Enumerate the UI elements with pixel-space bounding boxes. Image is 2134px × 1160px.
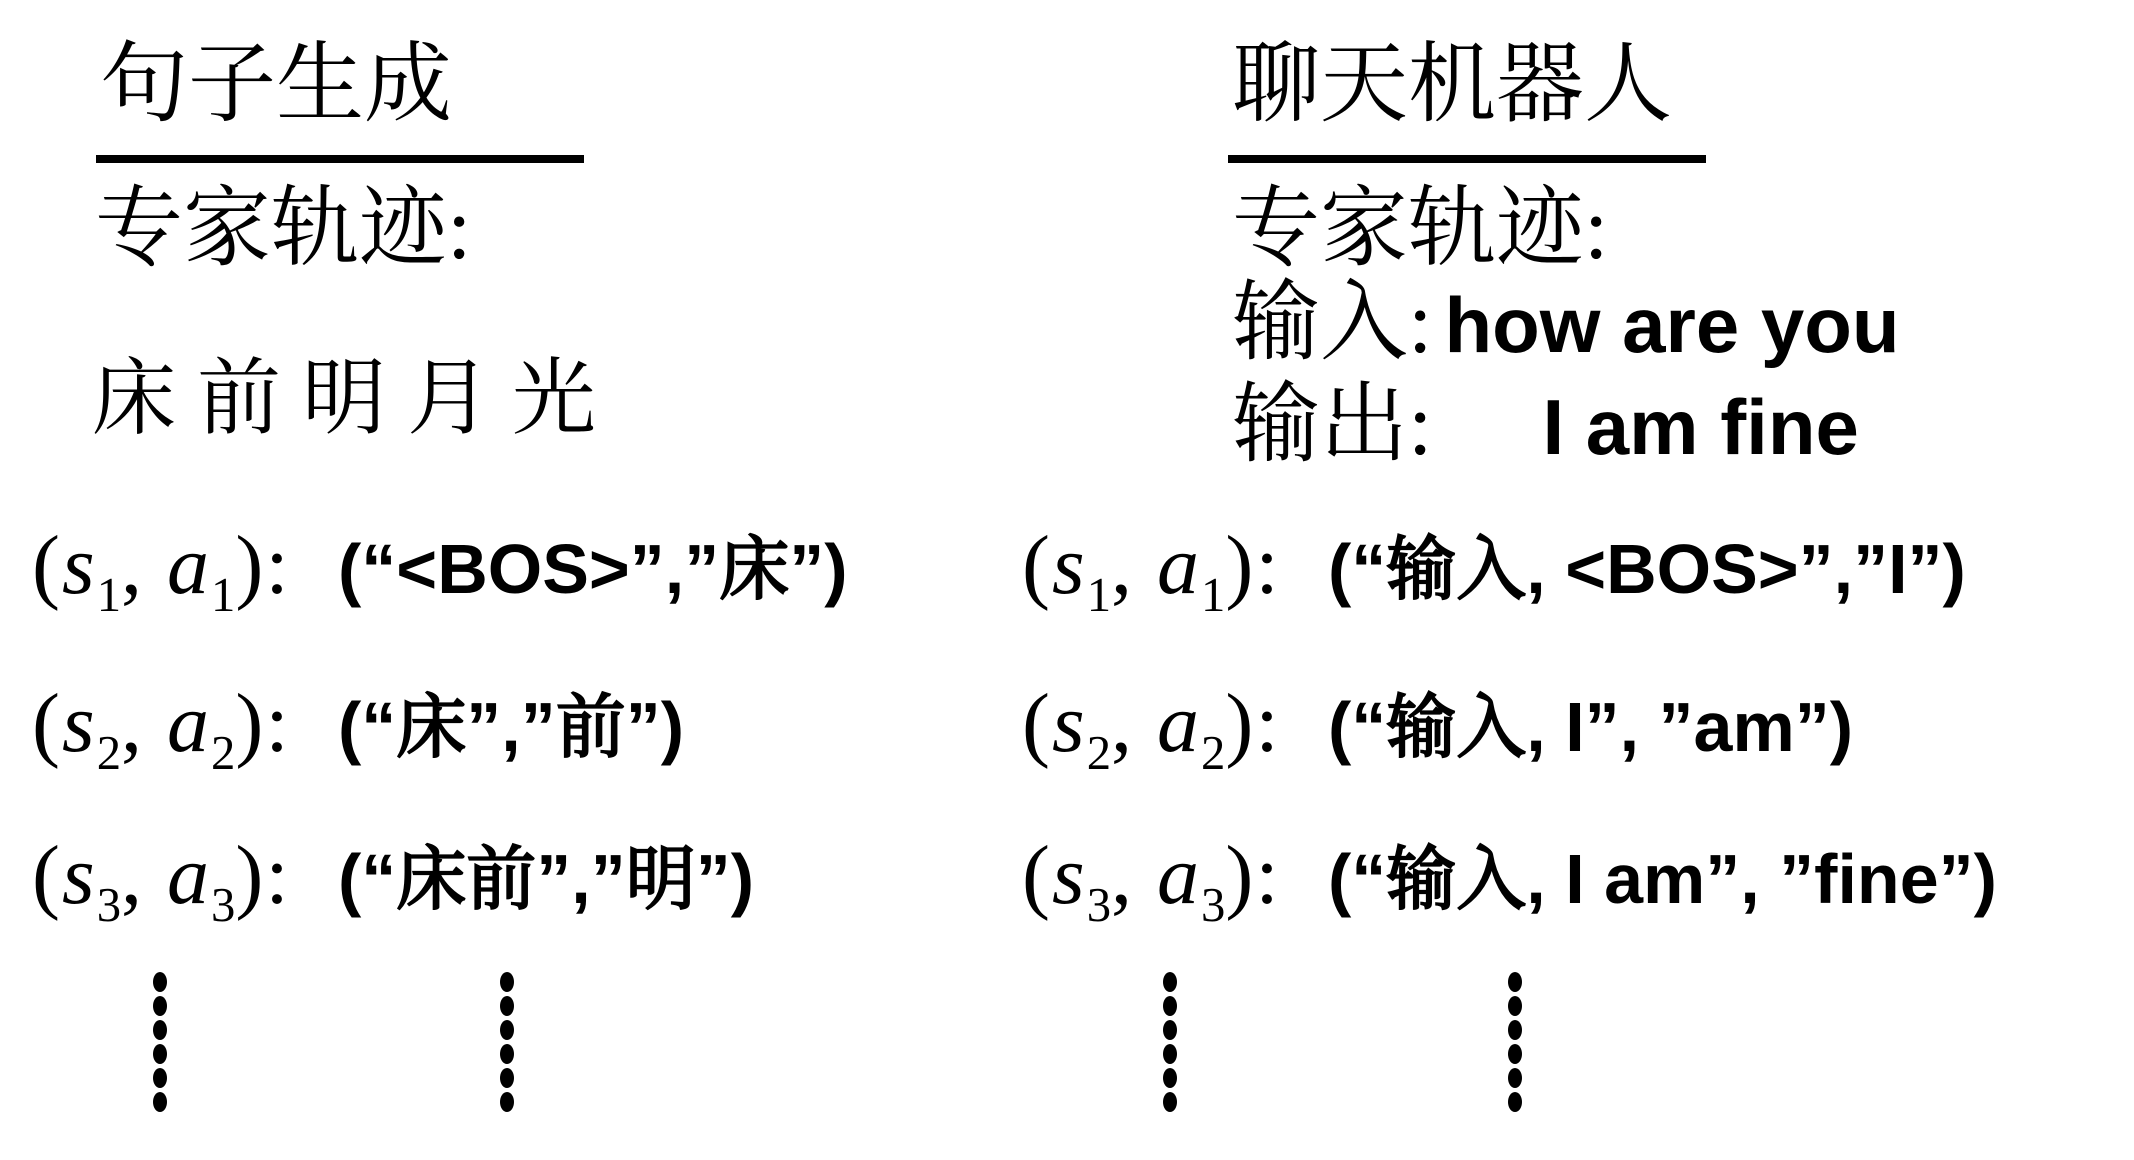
chatbot-output-line <box>1232 377 1859 474</box>
action-index: 2 <box>1201 725 1226 780</box>
action-symbol: a <box>1157 829 1202 922</box>
state-symbol: s <box>61 677 97 770</box>
dot <box>1163 1068 1177 1088</box>
state-symbol: s <box>61 519 97 612</box>
state-symbol: s <box>1051 829 1087 922</box>
action-symbol: a <box>1157 519 1202 612</box>
comma: , <box>1111 677 1158 770</box>
dot <box>500 1020 514 1040</box>
action-symbol: a <box>167 677 212 770</box>
vertical-ellipsis-icon <box>153 972 167 1112</box>
input-value: how are you <box>1444 281 1900 369</box>
dot <box>1508 972 1522 992</box>
state-index: 1 <box>1086 567 1112 622</box>
dot <box>153 1020 167 1040</box>
state-action-pair <box>32 677 338 780</box>
output-value: I am fine <box>1542 383 1859 471</box>
right-trajectory-step-2 <box>1022 677 1854 780</box>
pair-tuple: (“<BOS>”,”床”) <box>338 530 848 608</box>
dot <box>1163 972 1177 992</box>
dot <box>1163 1020 1177 1040</box>
dot <box>153 972 167 992</box>
chatbot-input-line <box>1232 275 1900 372</box>
left-title-underline <box>96 155 584 163</box>
right-expert-trajectory-label: 专家轨迹: <box>1232 181 1609 278</box>
comma: , <box>121 519 168 612</box>
open-paren: ( <box>1022 677 1052 770</box>
state-index: 2 <box>1086 725 1112 780</box>
state-action-pair <box>32 829 338 932</box>
state-action-pair <box>1022 519 1328 622</box>
left-trajectory-step-1 <box>32 519 848 622</box>
state-symbol: s <box>61 829 97 922</box>
open-paren: ( <box>1022 519 1052 612</box>
state-index: 3 <box>96 877 122 932</box>
dot <box>1508 1068 1522 1088</box>
comma: , <box>1111 829 1158 922</box>
state-index: 1 <box>96 567 122 622</box>
input-label: 输入: <box>1232 275 1433 372</box>
left-trajectory-step-3 <box>32 829 755 932</box>
action-index: 1 <box>1201 567 1226 622</box>
dot <box>153 1044 167 1064</box>
dot <box>153 1092 167 1112</box>
vertical-ellipsis-icon <box>1163 972 1177 1112</box>
dot <box>500 996 514 1016</box>
state-action-pair <box>1022 829 1328 932</box>
close-paren-colon: ): <box>235 677 291 770</box>
close-paren-colon: ): <box>1225 519 1281 612</box>
open-paren: ( <box>32 519 62 612</box>
state-index: 2 <box>96 725 122 780</box>
vertical-ellipsis-icon <box>500 972 514 1112</box>
comma: , <box>1111 519 1158 612</box>
vertical-ellipsis-icon <box>1508 972 1522 1112</box>
right-title-underline <box>1228 155 1706 163</box>
state-action-pair <box>32 519 338 622</box>
pair-tuple: (“床前”,”明”) <box>338 840 755 918</box>
output-label: 输出: <box>1232 377 1433 474</box>
dot <box>1508 996 1522 1016</box>
comma: , <box>121 829 168 922</box>
action-symbol: a <box>1157 677 1202 770</box>
comma: , <box>121 677 168 770</box>
open-paren: ( <box>1022 829 1052 922</box>
dot <box>500 1092 514 1112</box>
dot <box>500 1068 514 1088</box>
dot <box>1163 1092 1177 1112</box>
state-index: 3 <box>1086 877 1112 932</box>
pair-tuple: (“输入, I”, ”am”) <box>1328 688 1854 766</box>
open-paren: ( <box>32 677 62 770</box>
dot <box>500 972 514 992</box>
state-symbol: s <box>1051 519 1087 612</box>
pair-tuple: (“输入, I am”, ”fine”) <box>1328 840 1997 918</box>
state-action-pair <box>1022 677 1328 780</box>
left-panel-title: 句子生成 <box>100 37 453 134</box>
right-trajectory-step-3 <box>1022 829 1997 932</box>
pair-tuple: (“输入, <BOS>”,”I”) <box>1328 530 1966 608</box>
action-index: 2 <box>211 725 236 780</box>
close-paren-colon: ): <box>1225 829 1281 922</box>
pair-tuple: (“床”,”前”) <box>338 688 685 766</box>
action-symbol: a <box>167 519 212 612</box>
dot <box>1508 1092 1522 1112</box>
close-paren-colon: ): <box>1225 677 1281 770</box>
action-symbol: a <box>167 829 212 922</box>
state-symbol: s <box>1051 677 1087 770</box>
close-paren-colon: ): <box>235 519 291 612</box>
dot <box>500 1044 514 1064</box>
action-index: 1 <box>211 567 236 622</box>
left-expert-trajectory-text: 床 前 明 月 光 <box>92 353 597 446</box>
open-paren: ( <box>32 829 62 922</box>
dot <box>153 996 167 1016</box>
right-panel-title: 聊天机器人 <box>1232 37 1673 134</box>
action-index: 3 <box>211 877 236 932</box>
dot <box>1508 1044 1522 1064</box>
dot <box>1508 1020 1522 1040</box>
dot <box>1163 1044 1177 1064</box>
action-index: 3 <box>1201 877 1226 932</box>
dot <box>153 1068 167 1088</box>
left-trajectory-step-2 <box>32 677 685 780</box>
right-trajectory-step-1 <box>1022 519 1966 622</box>
close-paren-colon: ): <box>235 829 291 922</box>
dot <box>1163 996 1177 1016</box>
left-expert-trajectory-label: 专家轨迹: <box>95 181 472 278</box>
